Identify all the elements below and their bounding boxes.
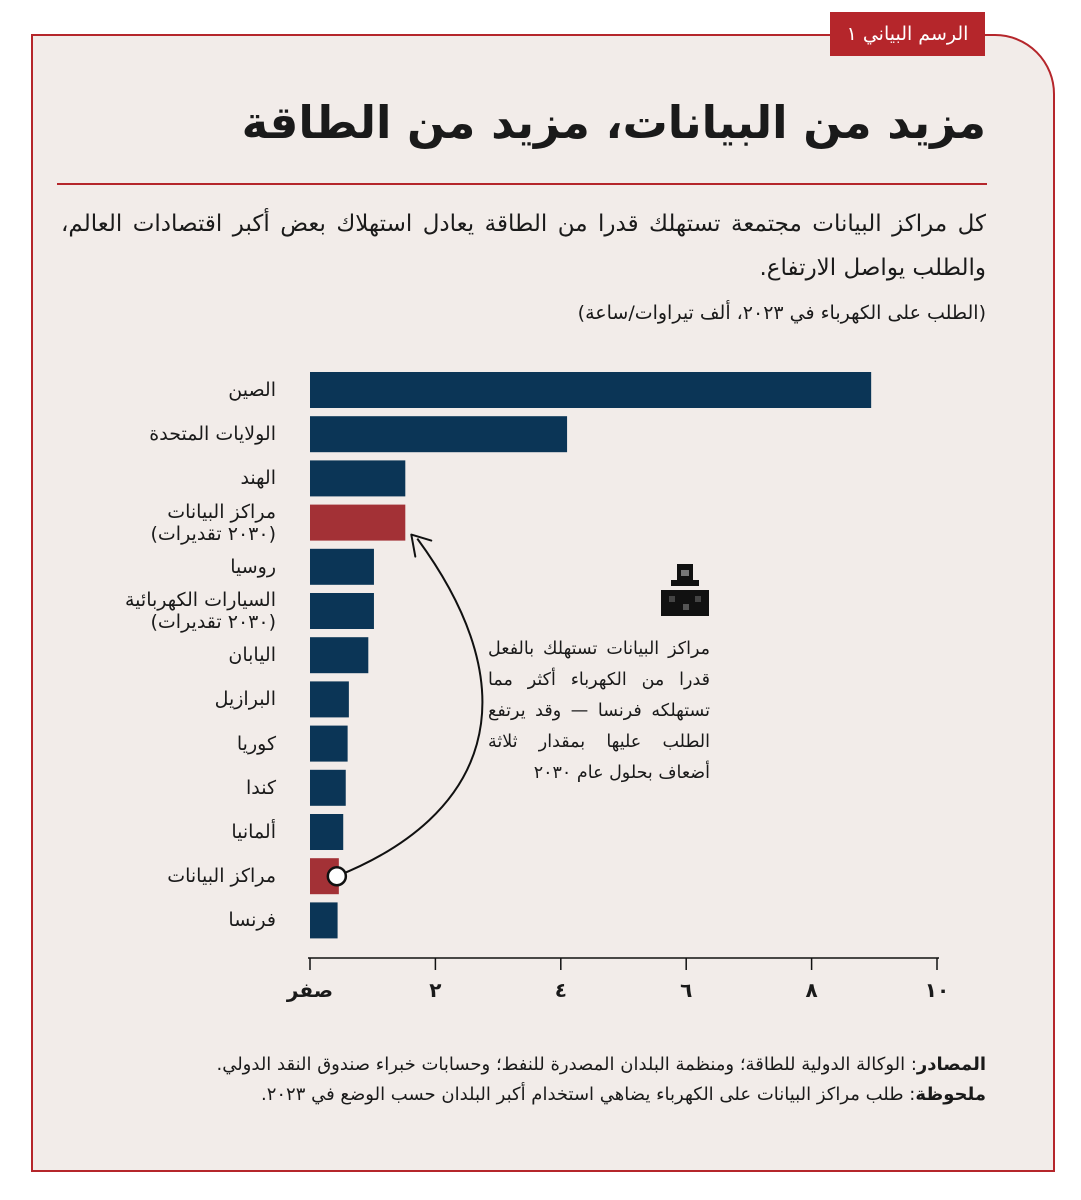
sources-text: : الوكالة الدولية للطاقة؛ ومنظمة البلدان المصدرة للنفط؛ وحسابات خبراء صندوق النقد الدولي.: [216, 1054, 917, 1075]
category-label: الهند: [240, 467, 276, 490]
note-line: [56, 1080, 986, 1110]
category-label: الولايات المتحدة: [149, 423, 276, 446]
person-icon: [659, 562, 711, 618]
category-label: السيارات الكهربائية (٢٠٣٠ تقديرات): [124, 589, 276, 633]
category-label: ألمانيا: [231, 821, 276, 843]
bar: [310, 770, 346, 806]
figure-tag: الرسم البياني ١: [830, 12, 985, 56]
sources-label: المصادر: [916, 1054, 986, 1075]
x-tick-label: ٤: [554, 978, 567, 1002]
category-label: اليابان: [228, 644, 276, 667]
category-label: البرازيل: [214, 688, 276, 711]
chart-title: مزيد من البيانات، مزيد من الطاقة: [241, 96, 986, 149]
bar: [310, 505, 405, 541]
bar: [310, 460, 405, 496]
x-tick-label: ٨: [805, 978, 818, 1002]
category-label: الصين: [228, 379, 276, 401]
category-label: كندا: [245, 776, 276, 799]
category-label: مراكز البيانات (٢٠٣٠ تقديرات): [150, 500, 276, 545]
bar: [310, 681, 349, 717]
chart-subtitle: كل مراكز البيانات مجتمعة تستهلك قدرا من الطاقة يعادل استهلاك بعض أكبر اقتصادات العالم، والطلب يواصل الارتفاع.: [61, 211, 986, 281]
sources-line: [56, 1050, 986, 1080]
x-tick-label: ٢: [429, 978, 442, 1002]
x-tick-label: ١٠: [924, 978, 950, 1002]
connector-arrow: [337, 539, 483, 877]
annotation-text: مراكز البيانات تستهلك بالفعل قدرا من الكهرباء أكثر مما تستهلكه فرنسا — وقد يرتفع الطلب عليها بمقدار ثلاثة أضعاف بحلول عام ٢٠٣٠: [488, 639, 710, 783]
category-label: مراكز البيانات: [167, 865, 276, 888]
note-text: : طلب مراكز البيانات على الكهرباء يضاهي استخدام أكبر البلدان حسب الوضع في ٢٠٢٣.: [260, 1084, 916, 1105]
bar: [310, 416, 567, 452]
category-label: كوريا: [236, 732, 276, 755]
x-tick-label: صفر: [286, 978, 334, 1002]
bar: [310, 637, 368, 673]
arrow-start-marker: [328, 867, 346, 885]
category-label: روسيا: [230, 555, 276, 578]
bar: [310, 814, 343, 850]
bar: [310, 593, 374, 629]
category-label: فرنسا: [228, 909, 276, 932]
x-tick-label: ٦: [680, 978, 693, 1002]
bar: [310, 726, 348, 762]
bar: [310, 372, 871, 408]
bar: [310, 902, 338, 938]
bar: [310, 549, 374, 585]
note-label: ملحوظة: [915, 1084, 986, 1105]
unit-label: (الطلب على الكهرباء في ٢٠٢٣، ألف تيراوات/ساعة): [577, 302, 986, 324]
chart-footer: [56, 1050, 986, 1110]
